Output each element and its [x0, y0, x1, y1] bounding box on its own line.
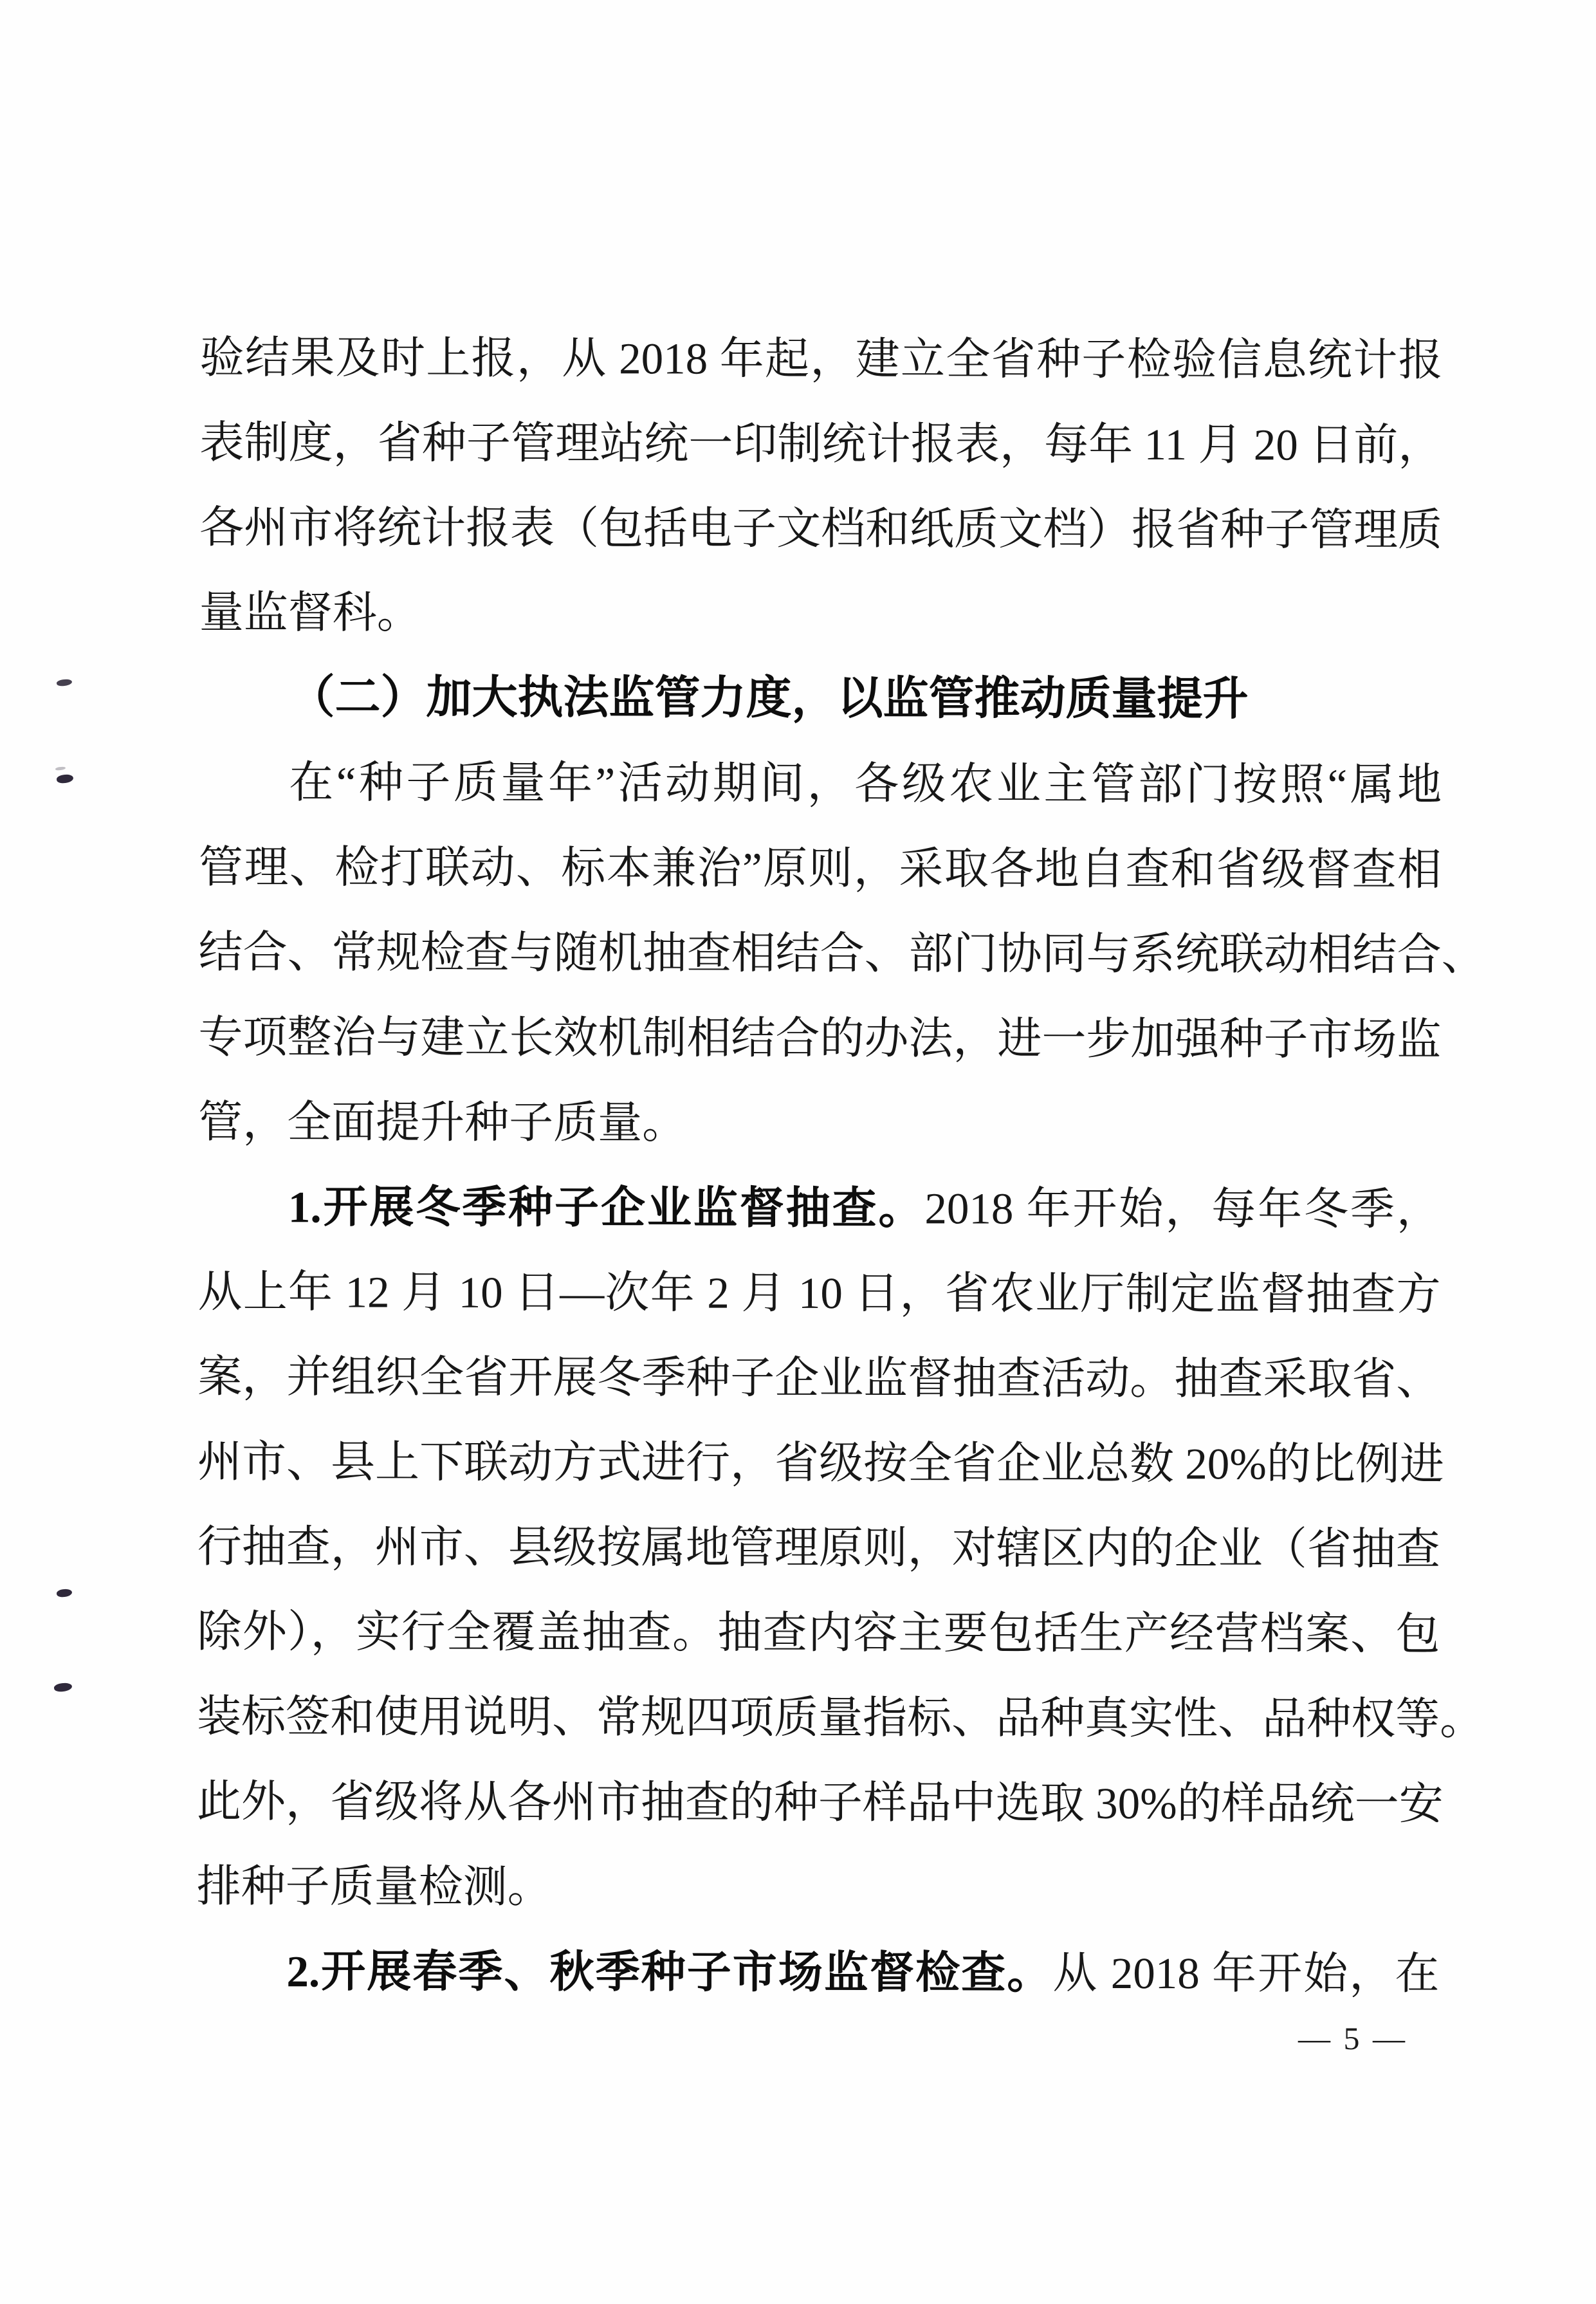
text-line — [197, 1504, 1440, 1592]
text-line — [197, 1844, 1440, 1931]
text-segment: 结合、常规检查与随机抽查相结合、部门协同与系统联动相结合、 — [198, 927, 1486, 980]
text-line — [199, 740, 1442, 827]
text-line — [197, 1674, 1485, 1762]
text-segment: 2018 年开始，每年冬季， — [924, 1184, 1441, 1235]
stray-mark — [56, 678, 72, 687]
text-segment: 案，并组织全省开展冬季种子企业监督抽查活动。抽查采取省、 — [197, 1352, 1441, 1405]
text-segment: 专项整治与建立长效机制相结合的办法，进一步加强种子市场监 — [198, 1012, 1442, 1065]
text-line — [198, 1080, 1441, 1167]
text-segment: 此外，省级将从各州市抽查的种子样品中选取 30%的样品统一安 — [196, 1776, 1444, 1829]
paragraph-2-spring-autumn-market-inspection — [196, 1929, 1439, 2016]
text-line — [196, 1929, 1439, 2016]
text-segment: 排种子质量检测。 — [196, 1861, 552, 1912]
paragraph-seed-quality-year-principles — [198, 740, 1486, 1167]
bold-text-segment: （二）加大执法监管力度，以监管推动质量提升 — [289, 672, 1249, 725]
text-line — [198, 910, 1486, 997]
paragraph-statistics-report-system — [199, 315, 1443, 658]
text-segment: 州市、县上下联动方式进行，省级按全省企业总数 20%的比例进 — [197, 1437, 1444, 1489]
stray-mark — [56, 1588, 72, 1598]
stray-mark — [56, 773, 74, 784]
text-line — [199, 655, 1442, 742]
text-line — [196, 1759, 1444, 1847]
paragraph-1-winter-enterprise-inspection — [196, 1165, 1485, 1931]
text-line — [197, 1589, 1440, 1677]
text-segment: 管理、检打联动、标本兼治”原则，采取各地自查和省级督查相 — [198, 842, 1442, 895]
page-number: — 5 — — [1298, 2020, 1408, 2056]
text-line — [198, 995, 1441, 1082]
text-line — [197, 1334, 1440, 1422]
stray-mark — [53, 1682, 73, 1693]
text-segment: 量监督科。 — [199, 587, 421, 638]
text-line — [197, 1249, 1440, 1337]
text-line — [197, 1419, 1444, 1507]
text-line — [199, 315, 1442, 403]
text-segment: 从 2018 年开始，在 — [1052, 1948, 1440, 1999]
document-body — [196, 315, 1486, 2016]
text-segment: 装标签和使用说明、常规四项质量指标、品种真实性、品种权等。 — [197, 1691, 1485, 1744]
text-line — [198, 1165, 1441, 1252]
text-segment: 除外），实行全覆盖抽查。抽查内容主要包括生产经营档案、包 — [197, 1607, 1440, 1659]
text-segment: 从上年 12 月 10 日—次年 2 月 10 日，省农业厅制定监督抽查方 — [197, 1267, 1441, 1320]
text-line — [199, 485, 1442, 573]
text-segment: 验结果及时上报，从 2018 年起，建立全省种子检验信息统计报 — [199, 333, 1443, 385]
text-segment: 各州市将统计报表（包括电子文档和纸质文档）报省种子管理质 — [199, 502, 1443, 555]
text-line — [199, 825, 1442, 912]
text-segment: 在“种子质量年”活动期间，各级农业主管部门按照“属地 — [289, 758, 1442, 810]
text-line — [199, 570, 1442, 658]
text-line — [199, 400, 1442, 488]
stray-mark — [55, 766, 66, 771]
text-segment: 表制度，省种子管理站统一印制统计报表，每年 11 月 20 日前， — [199, 418, 1443, 470]
text-segment: 管，全面提升种子质量。 — [198, 1097, 687, 1148]
text-segment: 行抽查，州市、县级按属地管理原则，对辖区内的企业（省抽查 — [197, 1522, 1440, 1574]
heading-section-two — [199, 655, 1442, 742]
bold-text-segment: 2.开展春季、秋季种子市场监督检查。 — [286, 1947, 1053, 1998]
bold-text-segment: 1.开展冬季种子企业监督抽查。 — [288, 1183, 925, 1233]
